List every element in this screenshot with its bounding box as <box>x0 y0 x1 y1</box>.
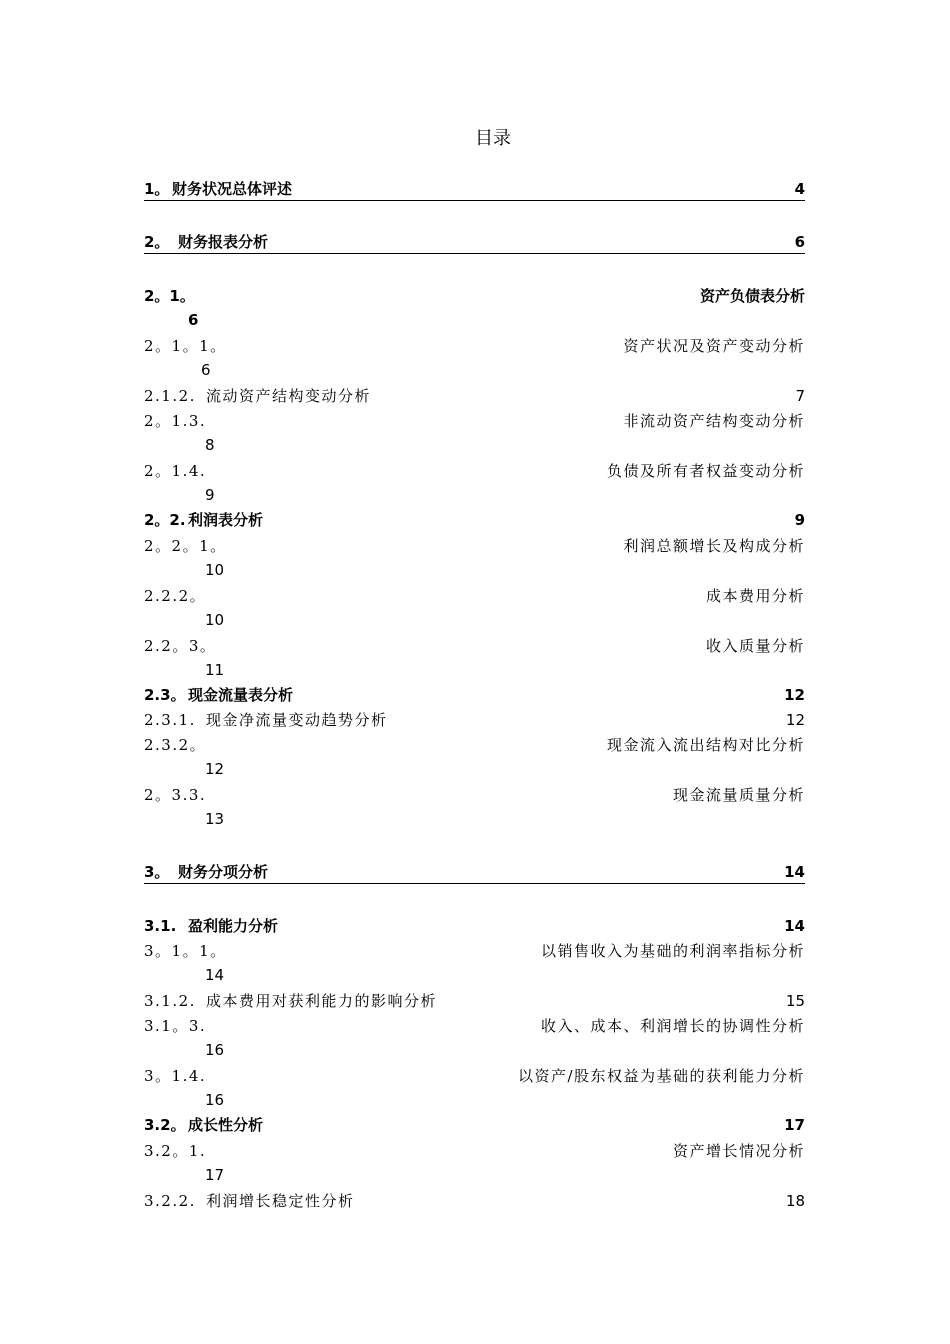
toc-entry-number: 2。2. <box>144 511 186 529</box>
toc-entry-page: 6 <box>794 233 805 251</box>
toc-entry-label: 资产增长情况分析 <box>672 1142 805 1160</box>
toc-entry-label: 利润表分析 <box>188 511 264 529</box>
toc-entry-label: 现金流入流出结构对比分析 <box>606 736 805 754</box>
toc-entry-number: 2。1。1。 <box>144 337 227 355</box>
toc-entry-label: 非流动资产结构变动分析 <box>623 412 805 430</box>
toc-entry-label: 财务报表分析 <box>178 233 269 251</box>
toc-entry-label: 现金流量表分析 <box>188 686 294 704</box>
toc-entry-label: 财务分项分析 <box>178 863 269 881</box>
toc-entry[interactable] <box>144 535 805 557</box>
toc-entry-page: 12 <box>785 711 805 729</box>
toc-entry-number: 3.1. <box>144 917 177 935</box>
toc-entry-number: 3.1。3. <box>144 1017 207 1035</box>
toc-entry-page: 14 <box>205 966 225 984</box>
toc-entry-page: 14 <box>784 863 805 881</box>
toc-entry-page: 18 <box>785 1192 805 1210</box>
toc-entry-label: 利润增长稳定性分析 <box>206 1192 355 1210</box>
toc-entry[interactable] <box>144 335 805 357</box>
toc-entry-page: 15 <box>785 992 805 1010</box>
toc-entry[interactable] <box>144 684 805 706</box>
toc-entry-page: 6 <box>201 361 211 379</box>
toc-entry[interactable] <box>144 734 805 756</box>
toc-entry[interactable] <box>144 385 805 407</box>
toc-entry-page: 9 <box>794 511 805 529</box>
toc-entry-label: 负债及所有者权益变动分析 <box>606 462 805 480</box>
toc-entry-number: 3。 <box>144 863 170 881</box>
toc-entry-number: 3.1.2. <box>144 992 196 1010</box>
toc-entry-page: 6 <box>188 311 199 329</box>
toc-entry-page: 16 <box>205 1091 225 1109</box>
toc-entry[interactable] <box>144 990 805 1012</box>
toc-entry-label: 现金流量质量分析 <box>672 786 805 804</box>
toc-entry-label: 以资产/股东权益为基础的获利能力分析 <box>517 1067 805 1085</box>
toc-entry-page: 9 <box>205 486 215 504</box>
toc-entry-page: 10 <box>205 561 225 579</box>
toc-entry-number: 2.2。3。 <box>144 637 217 655</box>
toc-entry[interactable] <box>144 178 805 201</box>
toc-entry-page: 7 <box>795 387 805 405</box>
toc-title: 目录 <box>475 128 511 149</box>
toc-entry-page: 17 <box>784 1116 805 1134</box>
toc-entry-number: 2。 <box>144 233 170 251</box>
toc-entry[interactable] <box>144 1190 805 1212</box>
toc-entry-number: 2。1.4. <box>144 462 207 480</box>
toc-entry-label: 资产状况及资产变动分析 <box>623 337 805 355</box>
toc-entry-number: 1。 <box>144 180 170 198</box>
toc-entry-label: 成本费用对获利能力的影响分析 <box>206 992 438 1010</box>
toc-entry[interactable] <box>144 285 805 307</box>
toc-entry-page: 12 <box>784 686 805 704</box>
toc-entry-number: 2。1。 <box>144 287 195 305</box>
toc-entry-number: 3.2。 <box>144 1116 186 1134</box>
toc-entry-page: 12 <box>205 760 225 778</box>
toc-entry-label: 财务状况总体评述 <box>172 180 293 198</box>
toc-entry-page: 14 <box>784 917 805 935</box>
toc-entry-number: 3。1。1。 <box>144 942 227 960</box>
toc-entry-number: 2.3.2。 <box>144 736 207 754</box>
toc-entry-label: 利润总额增长及构成分析 <box>623 537 805 555</box>
toc-entry[interactable] <box>144 709 805 731</box>
toc-entry-number: 3.2。1. <box>144 1142 207 1160</box>
toc-entry[interactable] <box>144 861 805 884</box>
toc-entry-label: 成长性分析 <box>188 1116 264 1134</box>
toc-entry[interactable] <box>144 1140 805 1162</box>
toc-entry-number: 2。1.3. <box>144 412 207 430</box>
toc-entry-page: 10 <box>205 611 225 629</box>
toc-entry-number: 2.3.1. <box>144 711 196 729</box>
toc-entry-label: 盈利能力分析 <box>188 917 279 935</box>
toc-entry-page: 13 <box>205 810 225 828</box>
toc-entry-label: 收入质量分析 <box>705 637 805 655</box>
toc-entry[interactable] <box>144 1114 805 1136</box>
toc-entry-page: 17 <box>205 1166 225 1184</box>
toc-entry[interactable] <box>144 635 805 657</box>
toc-entry-label: 收入、成本、利润增长的协调性分析 <box>540 1017 805 1035</box>
toc-entry[interactable] <box>144 915 805 937</box>
toc-entry-number: 3。1.4. <box>144 1067 207 1085</box>
toc-entry-number: 2。2。1。 <box>144 537 227 555</box>
toc-entry-page: 4 <box>794 180 805 198</box>
toc-entry-number: 2.2.2。 <box>144 587 207 605</box>
toc-entry[interactable] <box>144 231 805 254</box>
toc-entry-label: 成本费用分析 <box>705 587 805 605</box>
toc-entry[interactable] <box>144 784 805 806</box>
toc-entry[interactable] <box>144 585 805 607</box>
toc-entry-label: 流动资产结构变动分析 <box>206 387 372 405</box>
toc-entry[interactable] <box>144 460 805 482</box>
toc-entry-label: 以销售收入为基础的利润率指标分析 <box>540 942 805 960</box>
toc-entry[interactable] <box>144 1015 805 1037</box>
toc-entry-number: 3.2.2. <box>144 1192 196 1210</box>
toc-entry-page: 16 <box>205 1041 225 1059</box>
toc-entry-page: 11 <box>205 661 225 679</box>
toc-entry[interactable] <box>144 940 805 962</box>
toc-entry[interactable] <box>144 509 805 531</box>
toc-entry[interactable] <box>144 1065 805 1087</box>
toc-entry-number: 2。3.3. <box>144 786 207 804</box>
toc-entry-number: 2.1.2. <box>144 387 196 405</box>
toc-entry-label: 资产负债表分析 <box>699 287 805 305</box>
toc-entry-page: 8 <box>205 436 215 454</box>
toc-entry[interactable] <box>144 410 805 432</box>
toc-entry-number: 2.3。 <box>144 686 186 704</box>
toc-entry-label: 现金净流量变动趋势分析 <box>206 711 388 729</box>
